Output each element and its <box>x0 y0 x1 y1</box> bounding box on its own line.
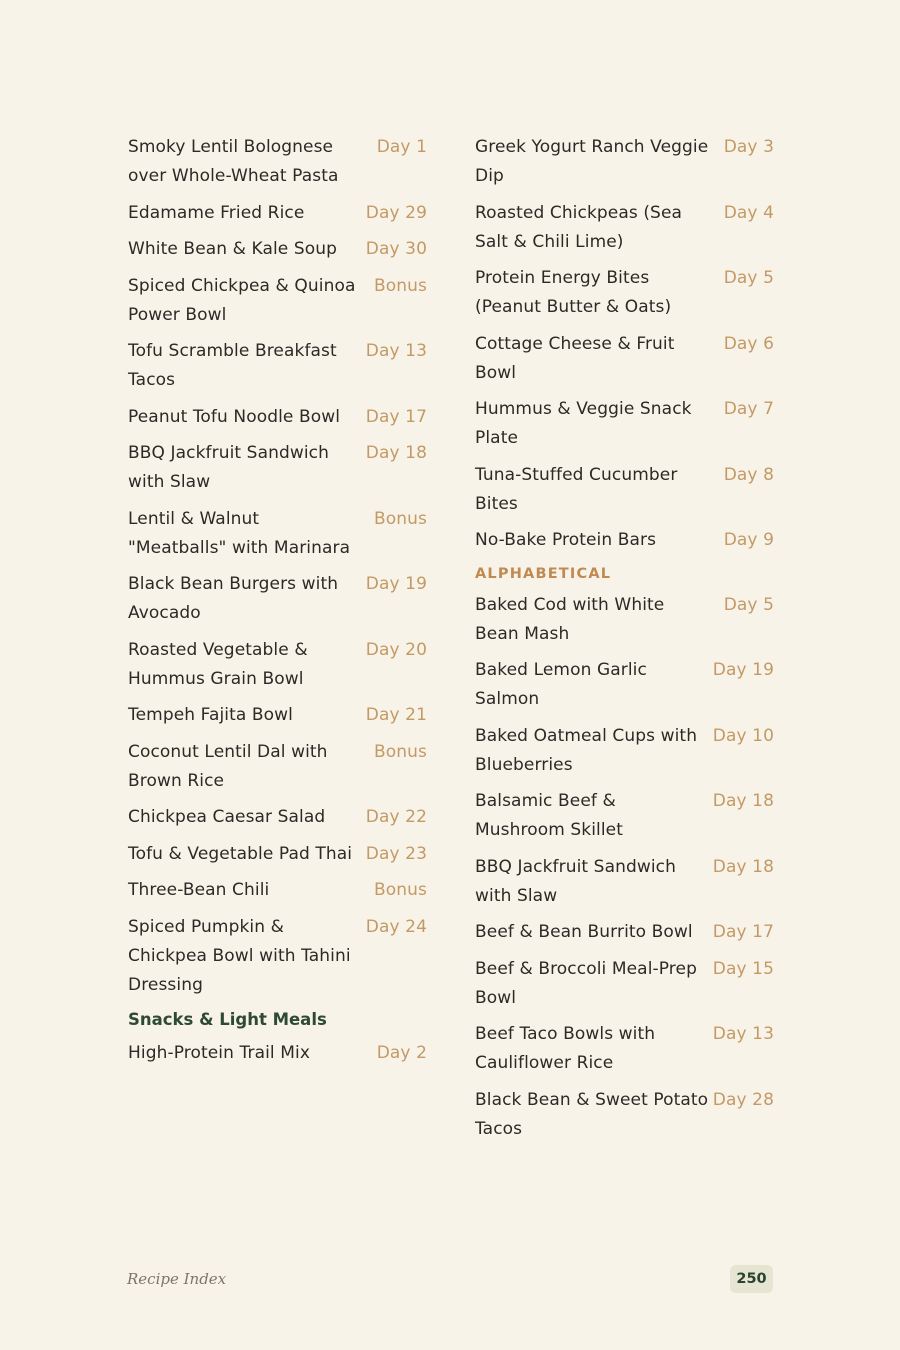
recipe-day: Day 4 <box>723 202 774 223</box>
recipe-day: Day 5 <box>723 594 774 615</box>
recipe-name: Beef & Bean Burrito Bowl <box>475 922 693 942</box>
recipe-name: Tofu & Vegetable Pad Thai <box>128 843 353 864</box>
index-entry <box>128 199 427 228</box>
recipe-day: Day 19 <box>712 660 774 680</box>
index-entry <box>128 738 427 796</box>
recipe-name: Tempeh Fajita Bowl <box>128 705 294 725</box>
recipe-name: Spiced Chickpea & Quinoa Power Bowl <box>128 275 356 325</box>
recipe-day: Bonus <box>374 508 427 529</box>
recipe-day: Day 29 <box>365 202 427 223</box>
recipe-name: Coconut Lentil Dal with Brown Rice <box>128 741 328 791</box>
recipe-day: Day 10 <box>712 725 774 746</box>
recipe-name: Baked Cod with White Bean Mash <box>475 594 665 644</box>
recipe-day: Day 19 <box>365 574 427 594</box>
recipe-name: Black Bean & Sweet Potato Tacos <box>475 1089 709 1139</box>
recipe-name: Chickpea Caesar Salad <box>128 807 326 827</box>
index-entry <box>475 955 774 1013</box>
recipe-name: Tofu Scramble Breakfast Tacos <box>128 341 337 390</box>
recipe-name: Balsamic Beef & Mushroom Skillet <box>475 791 623 840</box>
recipe-name: Beef & Broccoli Meal-Prep Bowl <box>475 958 697 1008</box>
recipe-name: Roasted Vegetable & Hummus Grain Bowl <box>128 639 308 689</box>
recipe-name: Cottage Cheese & Fruit Bowl <box>475 333 675 383</box>
recipe-day: Day 5 <box>723 268 774 288</box>
recipe-name: Edamame Fried Rice <box>128 202 305 223</box>
index-entry <box>475 1020 774 1078</box>
index-entry <box>475 330 774 388</box>
index-entry <box>128 636 427 694</box>
index-entry <box>128 505 427 563</box>
index-entry <box>128 570 427 628</box>
recipe-day: Day 3 <box>723 137 774 157</box>
recipe-day: Day 23 <box>365 843 427 864</box>
recipe-day: Day 1 <box>376 137 427 157</box>
left-column <box>128 133 427 1076</box>
recipe-day: Day 13 <box>712 1024 774 1044</box>
recipe-day: Bonus <box>374 880 427 900</box>
recipe-name: No-Bake Protein Bars <box>475 530 657 550</box>
right-column <box>475 133 774 1151</box>
index-entry <box>475 591 774 649</box>
index-entry <box>128 1039 427 1068</box>
recipe-name: Lentil & Walnut "Meatballs" with Marinara <box>128 508 351 558</box>
index-entry <box>128 840 427 869</box>
index-entry <box>128 701 427 730</box>
index-entry <box>128 235 427 264</box>
recipe-day: Day 13 <box>365 341 427 361</box>
index-entry <box>128 133 427 191</box>
recipe-day: Day 24 <box>365 916 427 937</box>
index-entry <box>475 656 774 714</box>
index-entry <box>475 395 774 453</box>
index-entry <box>475 722 774 780</box>
index-entry <box>475 264 774 322</box>
recipe-name: Smoky Lentil Bolognese over Whole-Wheat Pasta <box>128 137 339 186</box>
recipe-name: Tuna-Stuffed Cucumber Bites <box>475 464 678 514</box>
section-heading: Snacks & Light Meals <box>128 1010 327 1029</box>
index-entry <box>475 787 774 845</box>
recipe-name: Roasted Chickpeas (Sea Salt & Chili Lime) <box>475 202 683 252</box>
recipe-day: Bonus <box>374 741 427 762</box>
recipe-name: BBQ Jackfruit Sandwich with Slaw <box>475 856 676 906</box>
index-entry <box>475 199 774 257</box>
recipe-name: Three-Bean Chili <box>128 880 270 900</box>
recipe-name: Peanut Tofu Noodle Bowl <box>128 406 341 427</box>
index-entry <box>128 272 427 330</box>
recipe-day: Day 2 <box>376 1043 427 1063</box>
recipe-name: Beef Taco Bowls with Cauliflower Rice <box>475 1024 656 1073</box>
index-entry <box>128 337 427 395</box>
recipe-name: Baked Oatmeal Cups with Blueberries <box>475 725 698 775</box>
recipe-day: Day 6 <box>723 333 774 354</box>
recipe-name: Hummus & Veggie Snack Plate <box>475 399 692 448</box>
recipe-day: Day 22 <box>365 807 427 827</box>
recipe-name: Spiced Pumpkin & Chickpea Bowl with Tahini Dressing <box>128 916 351 995</box>
recipe-name: White Bean & Kale Soup <box>128 239 338 259</box>
index-entry <box>128 876 427 905</box>
recipe-day: Day 7 <box>723 399 774 419</box>
index-entry <box>128 913 427 1000</box>
recipe-day: Day 15 <box>712 958 774 979</box>
recipe-day: Bonus <box>374 275 427 296</box>
index-entry <box>475 461 774 519</box>
recipe-name: Black Bean Burgers with Avocado <box>128 574 339 623</box>
page-number-badge: 250 <box>730 1265 773 1293</box>
footer-section-label: Recipe Index <box>127 1270 227 1288</box>
recipe-day: Day 9 <box>723 530 774 550</box>
recipe-day: Day 21 <box>365 705 427 725</box>
recipe-name: Baked Lemon Garlic Salmon <box>475 660 647 709</box>
recipe-day: Day 18 <box>712 791 774 811</box>
recipe-name: Greek Yogurt Ranch Veggie Dip <box>475 137 709 186</box>
recipe-day: Day 8 <box>723 464 774 485</box>
index-entry <box>128 403 427 432</box>
index-entry <box>475 918 774 947</box>
recipe-day: Day 17 <box>712 922 774 942</box>
recipe-day: Day 20 <box>365 639 427 660</box>
recipe-name: High-Protein Trail Mix <box>128 1043 310 1063</box>
subsection-heading: ALPHABETICAL <box>475 565 612 582</box>
index-entry <box>475 526 774 555</box>
recipe-day: Day 30 <box>365 239 427 259</box>
index-entry <box>475 1086 774 1144</box>
recipe-name: BBQ Jackfruit Sandwich with Slaw <box>128 443 329 492</box>
index-entry <box>128 803 427 832</box>
index-entry <box>475 133 774 191</box>
recipe-day: Day 28 <box>712 1089 774 1110</box>
recipe-day: Day 18 <box>365 443 427 463</box>
recipe-name: Protein Energy Bites (Peanut Butter & Oats) <box>475 268 672 317</box>
recipe-day: Day 18 <box>712 856 774 877</box>
index-entry <box>128 439 427 497</box>
recipe-day: Day 17 <box>365 406 427 427</box>
index-entry <box>475 853 774 911</box>
